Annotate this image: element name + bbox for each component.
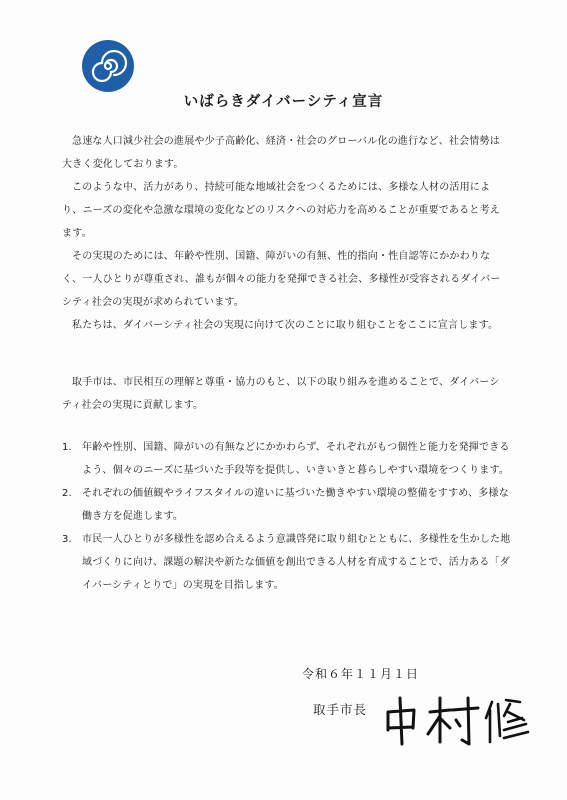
handwritten-signature: [380, 690, 530, 748]
spiral-logo-icon: [80, 38, 136, 94]
declaration-date: 令和６年１１月１日: [302, 667, 420, 681]
commitment-list: [62, 436, 512, 597]
paragraph-1: 急速な人口減少社会の進展や少子高齢化、経済・社会のグローバル化の進行など、社会情勢は大きく変化しております。: [62, 136, 500, 170]
item-number: 1.: [62, 442, 72, 453]
list-item: [62, 482, 512, 528]
paragraph-5: 取手市は、市民相互の理解と尊重・協力のもと、以下の取り組みを進めることで、ダイバーシティ社会の実現に貢献します。: [62, 377, 500, 411]
paragraph-4: 私たちは、ダイバーシティ社会の実現に向けて次のことに取り組むことをここに宣言します。: [72, 320, 499, 331]
item-number: 3.: [62, 534, 72, 545]
item-number: 2.: [62, 488, 72, 499]
list-item: [62, 436, 512, 482]
item-text: 市民一人ひとりが多様性を認め合えるよう意識啓発に取り組むとともに、多様性を生かした地域づくりに向け、課題の解決や新たな価値を創出できる人材を育成することで、活力ある「ダイバーシティとりで」の実現を目指します。: [82, 534, 511, 591]
paragraph-3: その実現のためには、年齢や性別、国籍、障がいの有無、性的指向・性自認等にかかわりなく、一人ひとりが尊重され、誰もが個々の能力を発揮できる社会、多様性が受容されるダイバーシティ社会の実現が求められています。: [62, 251, 501, 308]
item-text: 年齢や性別、国籍、障がいの有無などにかかわらず、それぞれがもつ個性と能力を発揮できるよう、個々のニーズに基づいた手段等を提供し、いきいきと暮らしやすい環境をつくります。: [82, 442, 510, 476]
list-item: [62, 528, 512, 597]
paragraph-2: このような中、活力があり、持続可能な地域社会をつくるためには、多様な人材の活用により、ニーズの変化や急激な環境の変化などのリスクへの対応力を高めることが重要であると考えます。: [62, 182, 500, 239]
document-title: いばらきダイバーシティ宣言: [183, 94, 384, 110]
item-text: それぞれの価値観やライフスタイルの違いに基づいた働きやすい環境の整備をすすめ、多様な働き方を促進します。: [82, 488, 509, 522]
signer-title: 取手市長: [313, 702, 368, 717]
